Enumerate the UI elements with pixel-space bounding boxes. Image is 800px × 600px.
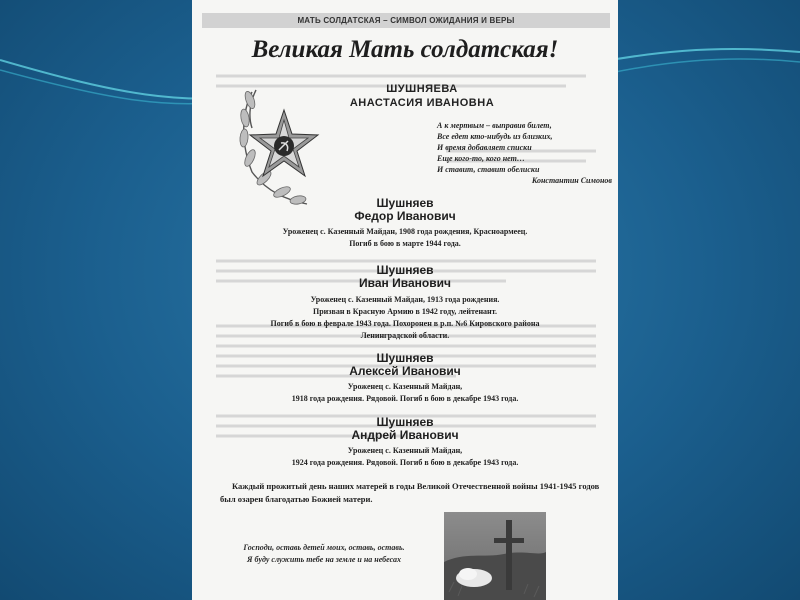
son-surname: Шушняев bbox=[376, 415, 434, 429]
son-info-line: Призван в Красную Армию в 1942 году, лейтенант. bbox=[313, 307, 497, 316]
poem-line: А к мертвым – выправив билет, bbox=[437, 121, 552, 130]
son-entry bbox=[212, 416, 598, 469]
order-emblem-icon bbox=[212, 82, 330, 208]
son-surname: Шушняев bbox=[376, 196, 434, 210]
son-surname: Шушняев bbox=[376, 351, 434, 365]
son-info-line: Ленинградской области. bbox=[360, 331, 450, 340]
son-info-line: 1924 года рождения. Рядовой. Погиб в бою в декабре 1943 года. bbox=[291, 458, 519, 467]
poem-line: Еще кого-то, кого нет… bbox=[437, 154, 525, 163]
poem-line: И время добавляет списки bbox=[437, 143, 532, 152]
son-given-name: Иван Иванович bbox=[359, 276, 451, 290]
newspaper-page bbox=[192, 0, 618, 600]
page-title: Великая Мать солдатская! bbox=[251, 36, 559, 63]
son-info-line: Погиб в бою в марте 1944 года. bbox=[349, 239, 461, 248]
son-entry bbox=[212, 197, 598, 250]
son-info-line: Уроженец с. Казенный Майдан, bbox=[347, 446, 463, 455]
son-info-line: Уроженец с. Казенный Майдан, 1908 года рождения, Красноармеец. bbox=[282, 227, 528, 236]
son-given-name: Андрей Иванович bbox=[351, 428, 459, 442]
poem-epigraph bbox=[437, 120, 612, 186]
son-info-line: Уроженец с. Казенный Майдан, bbox=[347, 382, 463, 391]
hero-surname: ШУШНЯЕВА bbox=[386, 83, 458, 95]
grave-cross-photo bbox=[444, 512, 546, 600]
poem-line: Все едет кто-нибудь из близких, bbox=[437, 132, 553, 141]
son-given-name: Федор Иванович bbox=[354, 209, 456, 223]
son-surname: Шушняев bbox=[376, 263, 434, 277]
son-given-name: Алексей Иванович bbox=[349, 364, 461, 378]
prayer-line: Я буду служить тебе на земле и на небесах bbox=[247, 555, 401, 564]
closing-paragraph: Каждый прожитый день наших матерей в годы Великой Отечественной войны 1941-1945 годов был озарен благодатью Божией матери. bbox=[220, 481, 600, 504]
son-entry bbox=[212, 264, 598, 342]
son-info-line: Уроженец с. Казенный Майдан, 1913 года рождения. bbox=[310, 295, 500, 304]
son-info-line: Погиб в бою в феврале 1943 года. Похоронен в р.п. №6 Кировского района bbox=[270, 319, 540, 328]
section-banner: МАТЬ СОЛДАТСКАЯ – СИМВОЛ ОЖИДАНИЯ И ВЕРЫ bbox=[202, 13, 610, 28]
poem-author: Константин Симонов bbox=[531, 176, 612, 185]
poem-line: И ставит, ставит обелиски bbox=[437, 165, 540, 174]
son-entry bbox=[212, 352, 598, 405]
son-info-line: 1918 года рождения. Рядовой. Погиб в бою в декабре 1943 года. bbox=[291, 394, 519, 403]
prayer-line: Господи, оставь детей моих, оставь, оставь. bbox=[243, 543, 405, 552]
prayer-text bbox=[214, 542, 434, 566]
hero-name: АНАСТАСИЯ ИВАНОВНА bbox=[349, 97, 495, 109]
